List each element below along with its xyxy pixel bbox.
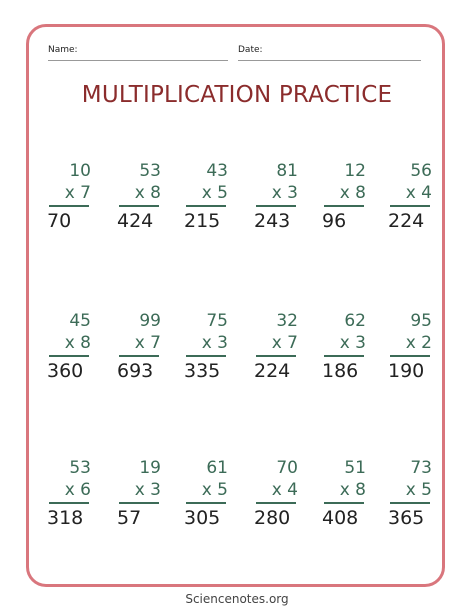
problem-bar (256, 355, 296, 357)
problem-bar (256, 205, 296, 207)
problem-multiplier: x 7 (64, 183, 91, 203)
problem-bar (49, 355, 89, 357)
problem (254, 460, 316, 550)
problem-bar (390, 502, 430, 504)
problem (184, 313, 246, 403)
problem-answer: 186 (322, 360, 359, 382)
problem-multiplicand: 53 (139, 161, 161, 181)
problem-multiplicand: 12 (344, 161, 366, 181)
problem-answer: 318 (47, 507, 84, 529)
problem-answer: 243 (254, 210, 291, 232)
problem (47, 313, 109, 403)
problem-multiplier: x 7 (134, 333, 161, 353)
problem-multiplicand: 95 (410, 311, 432, 331)
problem-answer: 215 (184, 210, 221, 232)
problem (388, 163, 450, 253)
problem (117, 313, 179, 403)
problem-answer: 305 (184, 507, 221, 529)
problem-multiplier: x 3 (271, 183, 298, 203)
problem-multiplicand: 10 (69, 161, 91, 181)
problem (184, 460, 246, 550)
problem (322, 460, 384, 550)
footer-credit: Sciencenotes.org (185, 592, 289, 606)
name-label: Name: (48, 45, 78, 55)
problem-bar (256, 502, 296, 504)
problem (254, 163, 316, 253)
problem-multiplier: x 2 (405, 333, 432, 353)
date-line (238, 60, 421, 61)
problem-multiplicand: 45 (69, 311, 91, 331)
problem (117, 460, 179, 550)
problem-multiplicand: 61 (206, 458, 228, 478)
date-label: Date: (238, 45, 263, 55)
problem-multiplicand: 32 (276, 311, 298, 331)
name-line (48, 60, 228, 61)
problem-answer: 424 (117, 210, 154, 232)
problem-multiplicand: 73 (410, 458, 432, 478)
problem-multiplier: x 3 (339, 333, 366, 353)
problem-answer: 70 (47, 210, 72, 232)
problem-multiplicand: 53 (69, 458, 91, 478)
problem-multiplier: x 8 (339, 183, 366, 203)
problem-multiplier: x 4 (271, 480, 298, 500)
worksheet-title: MULTIPLICATION PRACTICE (81, 82, 393, 108)
problem-multiplicand: 19 (139, 458, 161, 478)
problem-answer: 224 (254, 360, 291, 382)
problem-multiplicand: 99 (139, 311, 161, 331)
problem-bar (390, 355, 430, 357)
problem-multiplicand: 70 (276, 458, 298, 478)
problem-bar (186, 355, 226, 357)
problem-multiplier: x 5 (201, 480, 228, 500)
problem-multiplier: x 3 (201, 333, 228, 353)
problem-multiplier: x 7 (271, 333, 298, 353)
problem-bar (390, 205, 430, 207)
problem-answer: 408 (322, 507, 359, 529)
problem-answer: 360 (47, 360, 84, 382)
problem-answer: 693 (117, 360, 154, 382)
problem-multiplicand: 56 (410, 161, 432, 181)
problem-multiplier: x 8 (134, 183, 161, 203)
problem-multiplicand: 43 (206, 161, 228, 181)
problem-answer: 280 (254, 507, 291, 529)
problem (388, 313, 450, 403)
problem (388, 460, 450, 550)
problem-bar (119, 502, 159, 504)
problem-answer: 224 (388, 210, 425, 232)
problem-answer: 57 (117, 507, 142, 529)
problem-multiplier: x 5 (201, 183, 228, 203)
problem-bar (49, 205, 89, 207)
problem-multiplicand: 51 (344, 458, 366, 478)
problem-answer: 365 (388, 507, 425, 529)
problem (322, 313, 384, 403)
problem-bar (324, 205, 364, 207)
problem (322, 163, 384, 253)
problem (184, 163, 246, 253)
problem-bar (186, 502, 226, 504)
problem-multiplier: x 8 (64, 333, 91, 353)
problem-multiplier: x 4 (405, 183, 432, 203)
problem-bar (119, 355, 159, 357)
problem-bar (49, 502, 89, 504)
problem (117, 163, 179, 253)
problem (254, 313, 316, 403)
problem-multiplicand: 62 (344, 311, 366, 331)
problem-bar (324, 355, 364, 357)
problem-bar (186, 205, 226, 207)
problem (47, 460, 109, 550)
problem-multiplier: x 3 (134, 480, 161, 500)
problem-answer: 96 (322, 210, 347, 232)
problem-multiplicand: 75 (206, 311, 228, 331)
problem-bar (119, 205, 159, 207)
problem-answer: 335 (184, 360, 221, 382)
problem-multiplicand: 81 (276, 161, 298, 181)
problem (47, 163, 109, 253)
problem-multiplier: x 8 (339, 480, 366, 500)
problem-bar (324, 502, 364, 504)
problem-multiplier: x 6 (64, 480, 91, 500)
problem-multiplier: x 5 (405, 480, 432, 500)
problem-answer: 190 (388, 360, 425, 382)
